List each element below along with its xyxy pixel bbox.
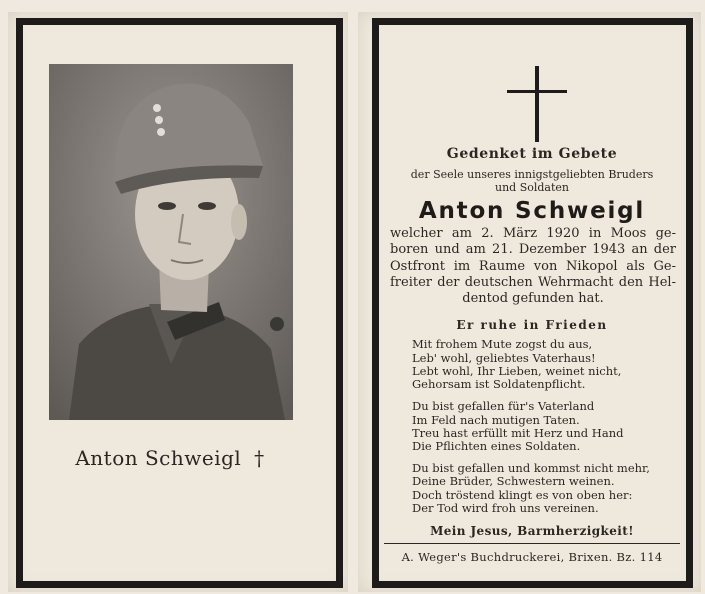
poem-line: Deine Brüder, Schwestern weinen. xyxy=(412,474,615,489)
subheading-line: und Soldaten xyxy=(495,181,569,194)
caption-name: Anton Schweigl xyxy=(75,446,242,470)
soldier-portrait-photo xyxy=(49,64,293,420)
bio-line: boren und am 21. Dezember 1943 an der xyxy=(390,242,676,258)
cross-icon xyxy=(507,66,567,142)
printer-imprint: A. Weger's Buchdruckerei, Brixen. Bz. 114 xyxy=(401,550,663,564)
poem-line: Lebt wohl, Ihr Lieben, weinet nicht, xyxy=(412,363,622,378)
bio-line: freiter der deutschen Wehrmacht den Hel- xyxy=(390,274,676,290)
poem xyxy=(412,338,680,514)
poem-line: Der Tod wird froh uns vereinen. xyxy=(412,500,599,515)
poem-line: Gehorsam ist Soldatenpflicht. xyxy=(412,377,586,392)
deceased-name: Anton Schweigl xyxy=(418,198,646,224)
heading: Gedenket im Gebete xyxy=(446,146,618,162)
poem-line: Leb' wohl, geliebtes Vaterhaus! xyxy=(412,350,596,365)
portrait-caption xyxy=(0,446,340,470)
subheading-line: der Seele unseres innigstgeliebten Bruders xyxy=(410,168,654,181)
poem-line: Doch tröstend klingt es von oben her: xyxy=(412,487,633,502)
poem-line: Treu hast erfüllt mit Herz und Hand xyxy=(412,425,624,440)
motto: Mein Jesus, Barmherzigkeit! xyxy=(430,523,634,538)
poem-line: Du bist gefallen und kommst nicht mehr, xyxy=(412,461,650,476)
poem-stanza xyxy=(412,400,680,453)
obituary-text xyxy=(384,146,680,538)
bio-line: Ostfront im Raume von Nikopol als Ge- xyxy=(390,258,676,274)
poem-line: Du bist gefallen für's Vaterland xyxy=(412,399,595,414)
caption-cross: † xyxy=(254,446,265,470)
poem-stanza xyxy=(412,462,680,515)
bio-line: welcher am 2. März 1920 in Moos ge- xyxy=(390,226,676,241)
divider xyxy=(384,543,680,544)
rest-in-peace: Er ruhe in Frieden xyxy=(456,318,608,333)
subheading xyxy=(384,168,680,194)
bio-line: dentod gefunden hat. xyxy=(462,291,604,307)
poem-line: Die Pflichten eines Soldaten. xyxy=(412,438,581,453)
poem-stanza xyxy=(412,338,680,391)
biography xyxy=(390,226,676,307)
poem-line: Mit frohem Mute zogst du aus, xyxy=(412,337,593,352)
poem-line: Im Feld nach mutigen Taten. xyxy=(412,412,580,427)
